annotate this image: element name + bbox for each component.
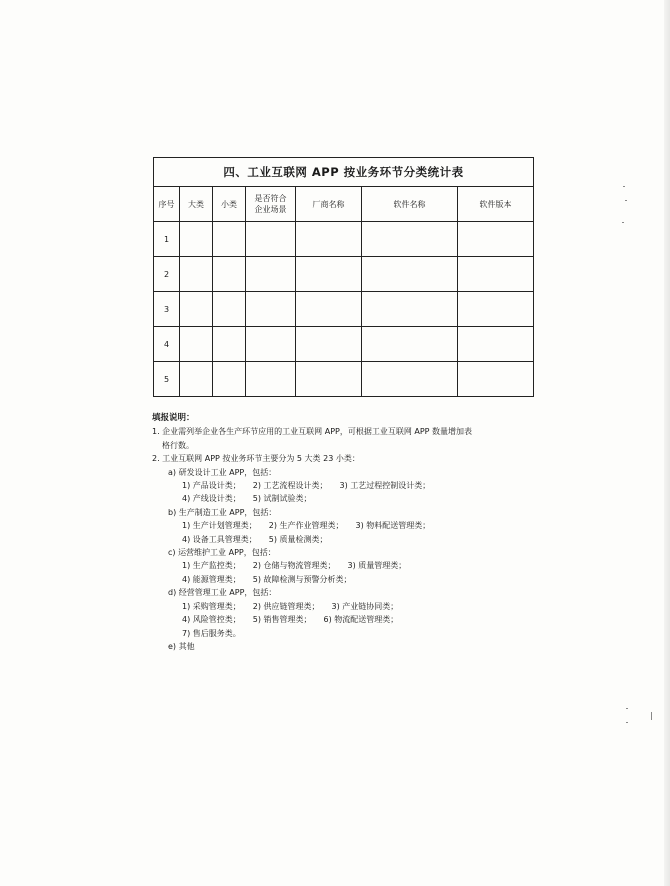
subcategory-item: 4) 风险管控类； (182, 615, 241, 625)
scan-speck (625, 200, 627, 201)
empty-cell (180, 292, 213, 327)
header-serial: 序号 (154, 187, 180, 222)
statistics-table (153, 157, 534, 397)
table-row (154, 222, 534, 257)
row-number-cell: 4 (154, 327, 180, 362)
subcategory-line (152, 479, 482, 492)
empty-cell (296, 222, 362, 257)
scan-speck (623, 186, 625, 187)
subcategory-line (152, 492, 482, 505)
header-vendor-name: 厂商名称 (296, 187, 362, 222)
empty-cell (213, 362, 246, 397)
empty-cell (246, 222, 296, 257)
empty-cell (362, 327, 458, 362)
subcategory-item: 3) 质量管理类； (347, 561, 407, 571)
subcategory-item: 2) 仓储与物流管理类； (252, 561, 336, 571)
empty-cell (180, 257, 213, 292)
table-header-row (154, 187, 534, 222)
subcategory-line (152, 519, 482, 532)
empty-cell (213, 327, 246, 362)
subcategory-line (152, 613, 482, 626)
subcategory-line (152, 533, 482, 546)
subcategory-item: 4) 设备工具管理类； (182, 534, 257, 544)
empty-cell (458, 327, 534, 362)
subcategory-item: 2) 供应链管理类； (252, 601, 320, 611)
subcategory-line (152, 600, 482, 613)
subcategory-item: 5) 故障检测与预警分析类； (252, 574, 352, 584)
category-label: d) 经营管理工业 APP，包括： (168, 588, 277, 598)
instruction-2: 2. 工业互联网 APP 按业务环节主要分为 5 大类 23 小类： (152, 454, 360, 464)
instruction-1-line-2: 格行数。 (162, 440, 194, 450)
subcategory-item: 1) 生产计划管理类； (182, 521, 257, 531)
empty-cell (213, 257, 246, 292)
subcategory-line (152, 559, 482, 572)
subcategory-item: 1) 生产监控类； (182, 561, 241, 571)
subcategory-item: 3) 物料配送管理类； (355, 521, 431, 531)
header-software-version: 软件版本 (458, 187, 534, 222)
empty-cell (246, 292, 296, 327)
table-row (154, 327, 534, 362)
statistics-table-container (153, 157, 533, 397)
row-number-cell: 3 (154, 292, 180, 327)
empty-cell (180, 222, 213, 257)
empty-cell (458, 257, 534, 292)
empty-cell (458, 362, 534, 397)
subcategory-line (152, 573, 482, 586)
table-title: 四、工业互联网 APP 按业务环节分类统计表 (154, 158, 534, 187)
subcategory-item: 4) 能源管理类； (182, 574, 241, 584)
empty-cell (296, 292, 362, 327)
instructions-heading: 填报说明： (152, 413, 195, 423)
instruction-1-line-1: 1. 企业需列举企业各生产环节应用的工业互联网 APP，可根据工业互联网 APP 数量增加表 (152, 427, 473, 437)
subcategory-item: 6) 物流配送管理类； (323, 615, 399, 625)
table-row (154, 362, 534, 397)
category-list (152, 466, 482, 654)
subcategory-item: 2) 工艺流程设计类； (252, 481, 328, 491)
empty-cell (458, 292, 534, 327)
row-number-cell: 1 (154, 222, 180, 257)
empty-cell (296, 257, 362, 292)
scan-speck (626, 708, 628, 709)
empty-cell (362, 257, 458, 292)
header-fits-scenario: 是否符合 企业场景 (246, 187, 296, 222)
category-label: a) 研发设计工业 APP，包括： (168, 467, 277, 477)
empty-cell (246, 257, 296, 292)
filling-instructions (152, 412, 482, 653)
header-software-name: 软件名称 (362, 187, 458, 222)
subcategory-item: 5) 质量检测类； (268, 534, 328, 544)
row-number-cell: 2 (154, 257, 180, 292)
subcategory-item: 1) 产品设计类； (182, 481, 241, 491)
empty-cell (213, 292, 246, 327)
subcategory-item: 2) 生产作业管理类； (268, 521, 344, 531)
subcategory-item: 1) 采购管理类； (182, 601, 241, 611)
page-edge (664, 0, 670, 886)
empty-cell (362, 292, 458, 327)
empty-cell (296, 327, 362, 362)
scan-speck (622, 222, 624, 223)
subcategory-item: 3) 产业链协同类； (331, 601, 399, 611)
empty-cell (246, 327, 296, 362)
empty-cell (213, 222, 246, 257)
table-row (154, 292, 534, 327)
category-label: e) 其他 (168, 641, 195, 651)
category-label: c) 运营维护工业 APP，包括： (168, 548, 276, 558)
table-row (154, 257, 534, 292)
empty-cell (180, 362, 213, 397)
subcategory-line (152, 627, 482, 640)
subcategory-item: 4) 产线设计类； (182, 494, 241, 504)
empty-cell (362, 362, 458, 397)
empty-cell (362, 222, 458, 257)
scan-speck (626, 722, 628, 723)
empty-cell (246, 362, 296, 397)
empty-cell (458, 222, 534, 257)
empty-cell (296, 362, 362, 397)
header-major-category: 大类 (180, 187, 213, 222)
subcategory-item: 3) 工艺过程控制设计类； (339, 481, 431, 491)
empty-cell (180, 327, 213, 362)
subcategory-item: 7) 售后服务类。 (182, 628, 241, 638)
row-number-cell: 5 (154, 362, 180, 397)
subcategory-item: 5) 试制试验类； (252, 494, 312, 504)
subcategory-item: 5) 销售管理类； (252, 615, 312, 625)
header-minor-category: 小类 (213, 187, 246, 222)
category-label: b) 生产制造工业 APP，包括： (168, 507, 277, 517)
scan-speck (651, 712, 652, 720)
